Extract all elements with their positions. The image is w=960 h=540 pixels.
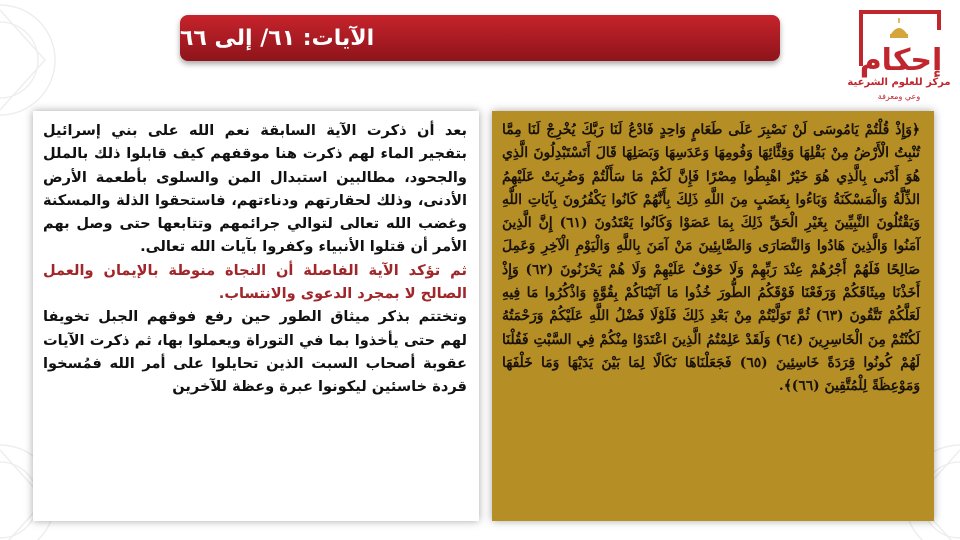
explanation-paragraph-3: وتختتم بذكر ميثاق الطور حين رفع فوقهم الجبل تخويفا لهم حتى يأخذوا بما في التوراة ويعملوا بها، ثم ذكرت الآيات عقوبة أصحاب السبت الذين تحايلوا على أمر الله فمُسخوا قردة خاسئين ليكونوا عبرة وعظة للآخرين: [43, 308, 467, 396]
explanation-paragraph-1: بعد أن ذكرت الآية السابقة نعم الله على بني إسرائيل بتفجير الماء لهم ذكرت هنا موقفهم كيف قابلوا ذلك بالملل والجحود، مطالبين استبدال المن والسلوى بأطعمة الأرض الأدنى، وذلك لحقارتهم ودناءتهم، فاستحقوا الذلة والمسكنة وغضب الله تعالى لتوالي جرائمهم وتتابعها حتى وصل بهم الأمر أن قتلوا الأنبياء وكفروا بآيات الله تعالى.: [43, 122, 467, 256]
quran-verses-panel: [492, 111, 934, 521]
explanation-paragraph-highlight: ثم تؤكد الآية الفاصلة أن النجاة منوطة بالإيمان والعمل الصالح لا بمجرد الدعوى والانتساب.: [43, 261, 467, 303]
mosque-dome-icon: [890, 18, 908, 38]
logo-subtitle: مركز للعلوم الشرعية: [847, 77, 951, 88]
page-title: الآيات: ٦١/ إلى ٦٦: [180, 15, 780, 61]
quran-verses-text: ﴿وَإِذْ قُلْتُمْ يَامُوسَى لَنْ نَصْبِرَ عَلَى طَعَامٍ وَاحِدٍ فَادْعُ لَنَا رَبَّكَ يُخْرِجْ لَنَا مِمَّا تُنْبِتُ الْأَرْضُ مِنْ بَقْلِهَا وَقِثَّائِهَا وَفُومِهَا وَعَدَسِهَا وَبَصَلِهَا قَالَ أَتَسْتَبْدِلُونَ الَّذِي هُوَ أَدْنَى بِالَّذِي هُوَ خَيْرٌ اهْبِطُوا مِصْرًا فَإِنَّ لَكُمْ مَا سَأَلْتُمْ وَضُرِبَتْ عَلَيْهِمُ الذِّلَّةُ وَالْمَسْكَنَةُ وَبَاءُوا بِغَضَبٍ مِنَ اللَّهِ ذَلِكَ بِأَنَّهُمْ كَانُوا يَكْفُرُونَ بِآيَاتِ اللَّهِ وَيَقْتُلُونَ النَّبِيِّينَ بِغَيْرِ الْحَقِّ ذَلِكَ بِمَا عَصَوْا وَكَانُوا يَعْتَدُونَ (٦١) إِنَّ الَّذِينَ آمَنُوا وَالَّذِينَ هَادُوا وَالنَّصَارَى وَالصَّابِئِينَ مَنْ آمَنَ بِاللَّهِ وَالْيَوْمِ الْآخِرِ وَعَمِلَ صَالِحًا فَلَهُمْ أَجْرُهُمْ عِنْدَ رَبِّهِمْ وَلَا خَوْفٌ عَلَيْهِمْ وَلَا هُمْ يَحْزَنُونَ (٦٢) وَإِذْ أَخَذْنَا مِيثَاقَكُمْ وَرَفَعْنَا فَوْقَكُمُ الطُّورَ خُذُوا مَا آتَيْنَاكُمْ بِقُوَّةٍ وَاذْكُرُوا مَا فِيهِ لَعَلَّكُمْ تَتَّقُونَ (٦٣) ثُمَّ تَوَلَّيْتُمْ مِنْ بَعْدِ ذَلِكَ فَلَوْلَا فَضْلُ اللَّهِ عَلَيْكُمْ وَرَحْمَتُهُ لَكُنْتُمْ مِنَ الْخَاسِرِينَ (٦٤) وَلَقَدْ عَلِمْتُمُ الَّذِينَ اعْتَدَوْا مِنْكُمْ فِي السَّبْتِ فَقُلْنَا لَهُمْ كُونُوا قِرَدَةً خَاسِئِينَ (٦٥) فَجَعَلْنَاهَا نَكَالًا لِمَا بَيْنَ يَدَيْهَا وَمَا خَلْفَهَا وَمَوْعِظَةً لِلْمُتَّقِينَ (٦٦)﴾.: [502, 122, 920, 395]
logo-tagline: وعي ومعرفة: [877, 92, 921, 101]
svg-text:إحكام: إحكام: [859, 43, 943, 78]
explanation-panel: [33, 111, 479, 521]
